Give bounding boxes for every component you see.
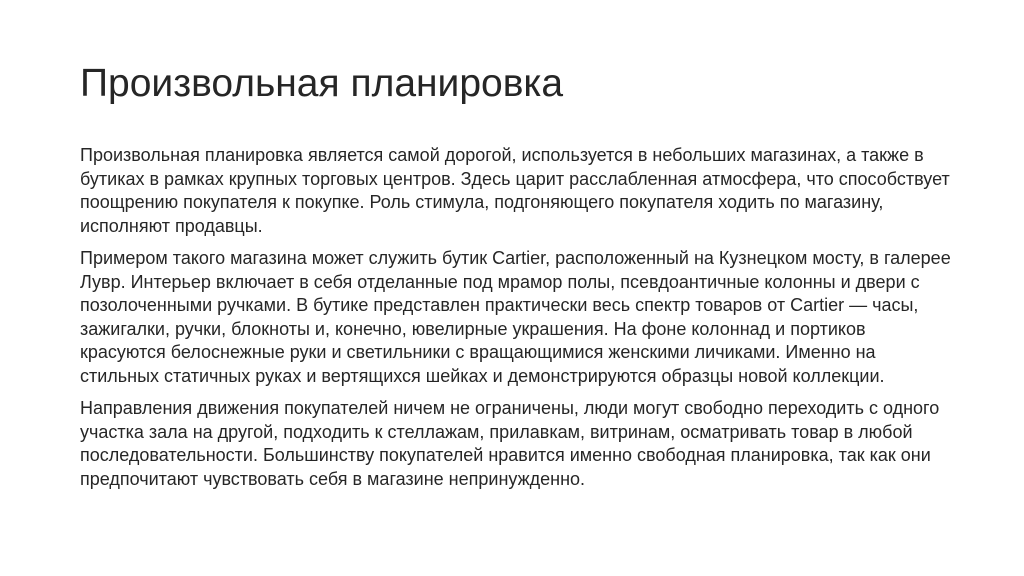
body-paragraph-3: Направления движения покупателей ничем не ограничены, люди могут свободно переходить с одного участка зала на другой, подходить к стеллажам, прилавкам, витринам, осматривать товар в любой последовательности. Большинству покупателей нравится именно свободная планировка, так как они предпочитают чувствовать себя в магазине непринужденно. (80, 398, 940, 489)
slide-body (80, 144, 952, 500)
body-paragraph-2: Примером такого магазина может служить бутик Cartier, расположенный на Кузнецком мосту, в галерее Лувр. Интерьер включает в себя отделанные под мрамор полы, псевдоантичные колонны и двери с позолоченными ручками. В бутике представлен практически весь спектр товаров от Cartier — часы, зажигалки, ручки, блокноты и, конечно, ювелирные украшения. На фоне колоннад и портиков красуются белоснежные руки и светильники с вращающимися женскими личиками. Именно на стильных статичных руках и вертящихся шейках и демонстрируются образцы новой коллекции. (80, 248, 951, 386)
slide-title: Произвольная планировка (80, 62, 564, 105)
body-paragraph-1: Произвольная планировка является самой дорогой, используется в небольших магазинах, а также в бутиках в рамках крупных торговых центров. Здесь царит расслабленная атмосфера, что способствует поощрению покупателя к покупке. Роль стимула, подгоняющего покупателя ходить по магазину, исполняют продавцы. (80, 145, 950, 236)
